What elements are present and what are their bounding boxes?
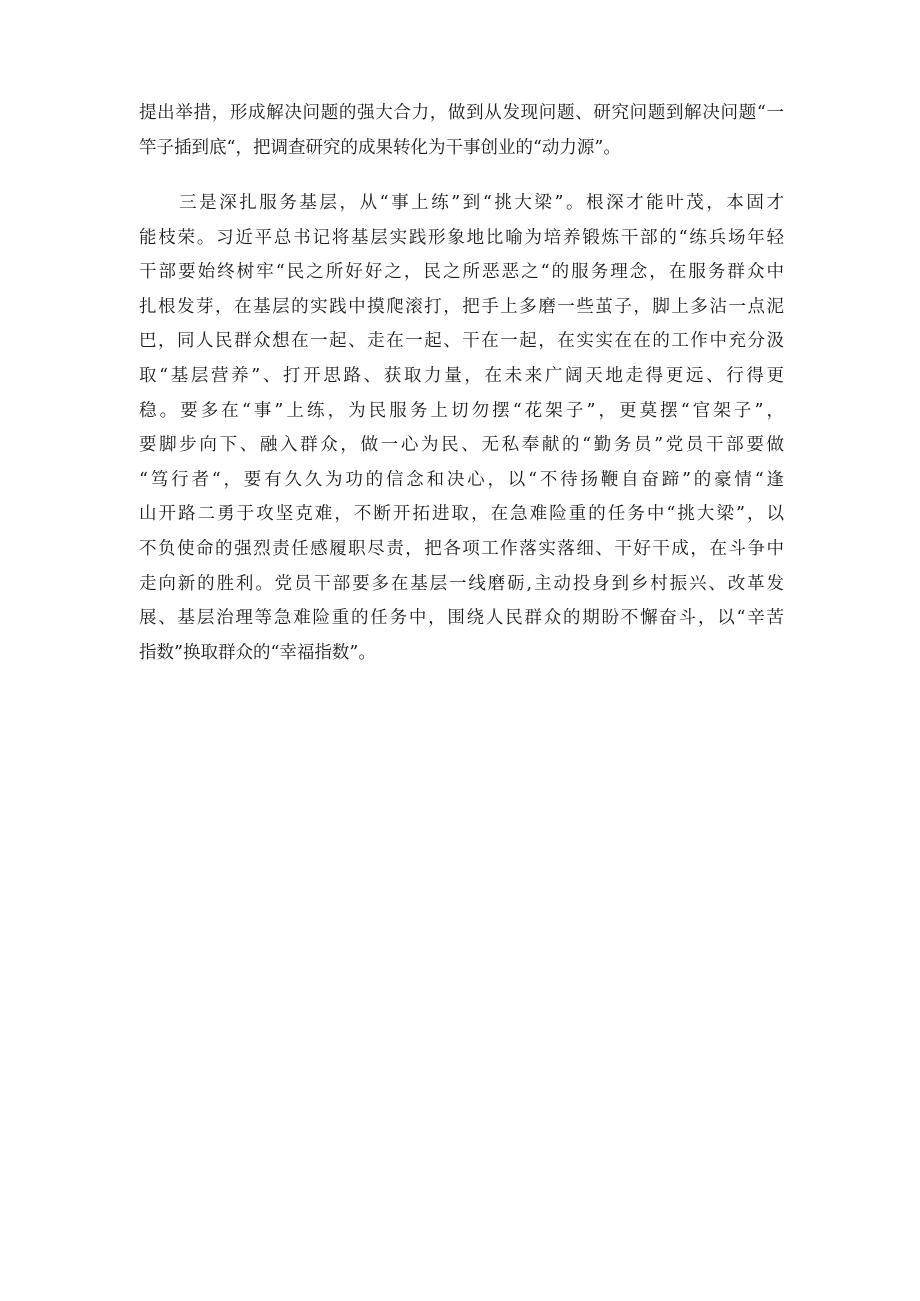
- paragraph-2-line: 巴，同人民群众想在一起、走在一起、干在一起，在实实在在的工作中充分汲: [139, 331, 784, 352]
- paragraph-2-line: 走向新的胜利。党员干部要多在基层一线磨砺,主动投身到乡村振兴、改革发: [139, 573, 784, 594]
- paragraph-2-line: 稳。要多在“事”上练，为民服务上切勿摆“花架子”，更莫摆“官架子”，: [139, 400, 784, 421]
- paragraph-2-line: 要脚步向下、融入群众，做一心为民、无私奉献的“勤务员”党员干部要做: [139, 435, 784, 456]
- paragraph-2-line: 扎根发芽，在基层的实践中摸爬滚打，把手上多磨一些茧子，脚上多沾一点泥: [139, 296, 784, 317]
- paragraph-2-line: 指数”换取群众的“幸福指数”。: [139, 642, 376, 663]
- paragraph-2: [139, 186, 784, 670]
- paragraph-2-line: 山开路二勇于攻坚克难，不断开拓进取，在急难险重的任务中“挑大梁”，以: [139, 504, 784, 525]
- paragraph-1-line: 提出举措，形成解决问题的强大合力，做到从发现问题、研究问题到解决问题“一: [139, 103, 784, 123]
- paragraph-1-line: 竿子插到底“，把调查研究的成果转化为干事创业的“动力源”。: [139, 137, 621, 158]
- paragraph-2-line: 干部要始终树牢“民之所好好之，民之所恶恶之“的服务理念，在服务群众中: [139, 262, 784, 283]
- paragraph-2-line: 展、基层治理等急难险重的任务中，围绕人民群众的期盼不懈奋斗，以“辛苦: [139, 608, 784, 629]
- paragraph-1: [139, 96, 784, 165]
- paragraph-2-line: 三是深扎服务基层，从“事上练”到“挑大梁”。根深才能叶茂，本固才: [139, 193, 784, 213]
- paragraph-2-line: “笃行者“，要有久久为功的信念和决心，以“不待扬鞭自奋蹄”的豪情“逢: [139, 469, 784, 490]
- paragraph-2-line: 取“基层营养”、打开思路、获取力量，在未来广阔天地走得更远、行得更: [139, 365, 784, 386]
- paragraph-2-line: 不负使命的强烈责任感履职尽责，把各项工作落实落细、干好干成，在斗争中: [139, 538, 784, 559]
- paragraph-2-line: 能枝荣。习近平总书记将基层实践形象地比喻为培养锻炼干部的“练兵场年轻: [139, 227, 784, 248]
